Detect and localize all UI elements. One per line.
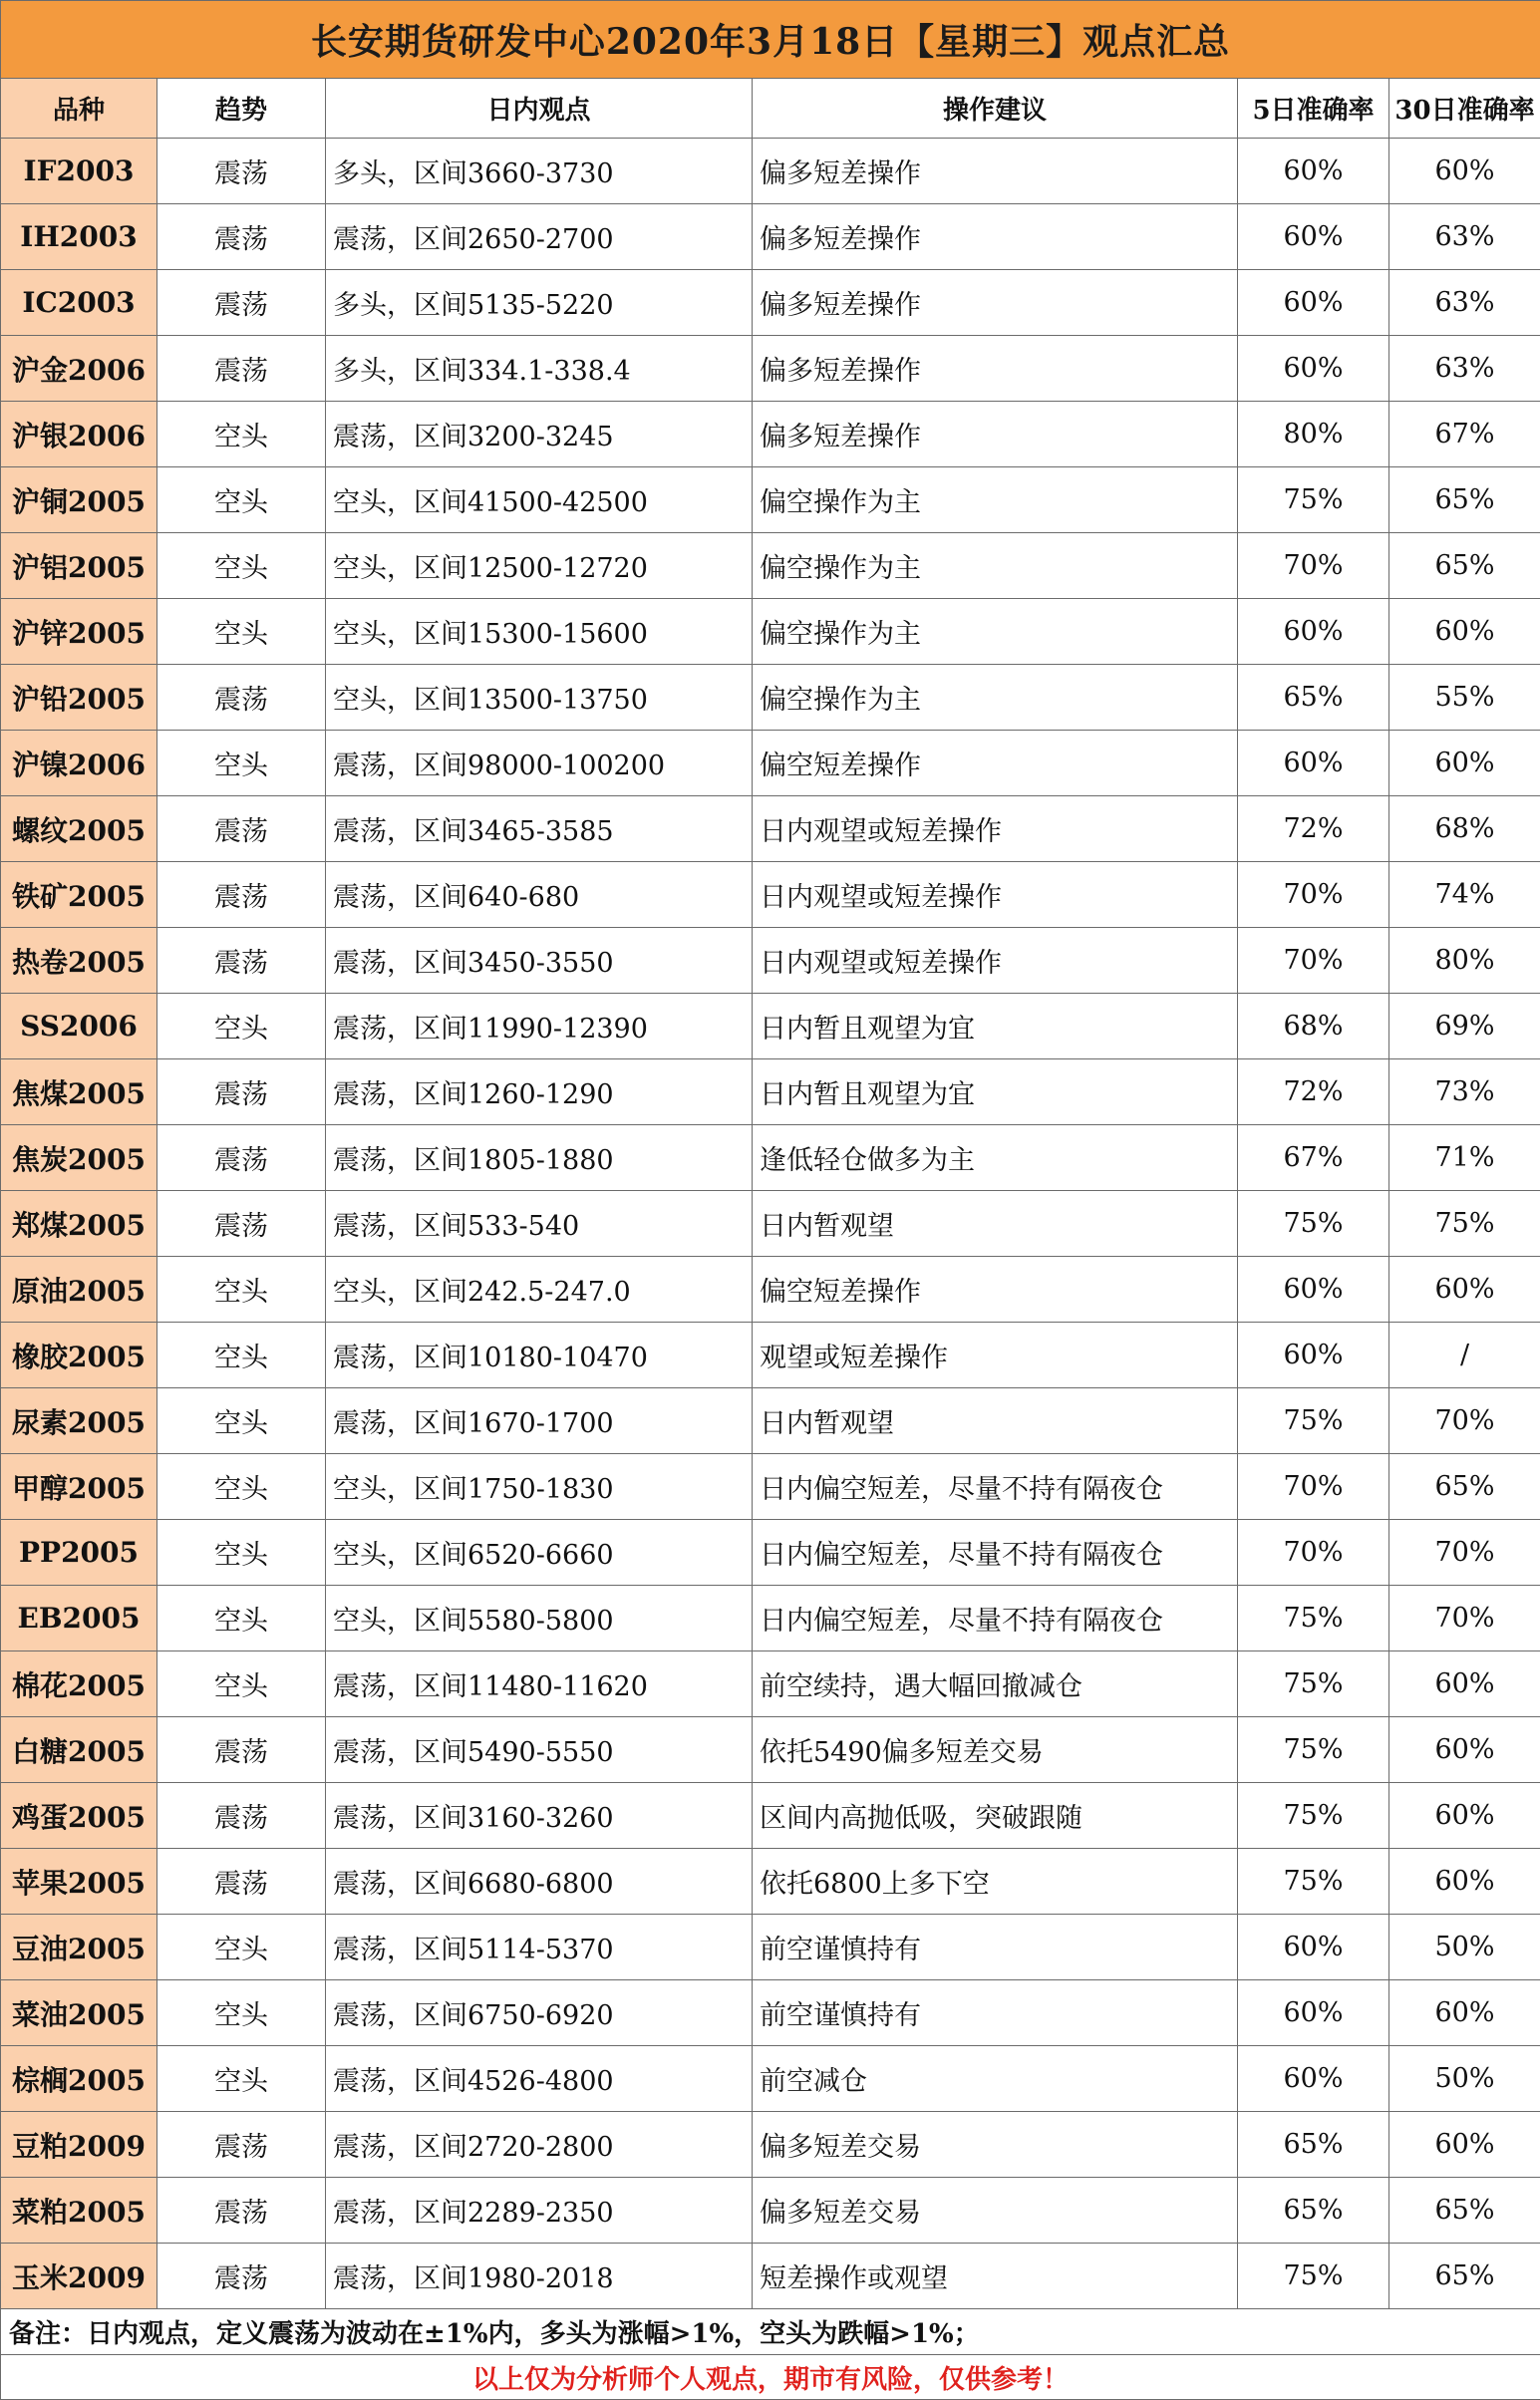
cell-accuracy-5d: 65% [1238,2112,1389,2178]
cell-variety: 沪铜2005 [1,467,157,533]
cell-variety: EB2005 [1,1586,157,1651]
table-row [1,336,1540,402]
cell-accuracy-5d: 75% [1238,467,1389,533]
cell-trend: 空头 [157,731,326,796]
cell-variety: 沪铅2005 [1,665,157,731]
cell-variety: 沪金2006 [1,336,157,402]
cell-advice: 日内偏空短差，尽量不持有隔夜仓 [753,1454,1238,1520]
cell-advice: 日内观望或短差操作 [753,796,1238,862]
cell-variety: 原油2005 [1,1257,157,1323]
cell-accuracy-5d: 70% [1238,862,1389,928]
table-row [1,1717,1540,1783]
cell-intraday-view: 空头，区间15300-15600 [326,599,753,665]
cell-accuracy-5d: 60% [1238,1257,1389,1323]
cell-variety: 豆粕2009 [1,2112,157,2178]
cell-trend: 空头 [157,533,326,599]
table-row [1,665,1540,731]
cell-advice: 前空减仓 [753,2046,1238,2112]
cell-trend: 震荡 [157,204,326,270]
cell-accuracy-5d: 60% [1238,1915,1389,1980]
cell-accuracy-30d: 50% [1389,2046,1540,2112]
cell-accuracy-5d: 70% [1238,1454,1389,1520]
cell-variety: 橡胶2005 [1,1323,157,1388]
table-body [1,139,1540,2309]
cell-accuracy-5d: 75% [1238,2244,1389,2309]
cell-advice: 依托6800上多下空 [753,1849,1238,1915]
cell-intraday-view: 震荡，区间1260-1290 [326,1059,753,1125]
cell-advice: 偏多短差操作 [753,402,1238,467]
cell-accuracy-30d: 67% [1389,402,1540,467]
cell-variety: 焦炭2005 [1,1125,157,1191]
table-row [1,402,1540,467]
cell-accuracy-5d: 70% [1238,928,1389,994]
cell-accuracy-30d: 63% [1389,336,1540,402]
cell-intraday-view: 震荡，区间3160-3260 [326,1783,753,1849]
cell-accuracy-5d: 60% [1238,204,1389,270]
cell-accuracy-5d: 60% [1238,336,1389,402]
cell-variety: 尿素2005 [1,1388,157,1454]
cell-intraday-view: 震荡，区间98000-100200 [326,731,753,796]
cell-accuracy-5d: 75% [1238,1586,1389,1651]
cell-accuracy-5d: 60% [1238,2046,1389,2112]
cell-trend: 空头 [157,467,326,533]
cell-accuracy-30d: 65% [1389,467,1540,533]
cell-accuracy-30d: 60% [1389,1257,1540,1323]
cell-intraday-view: 空头，区间5580-5800 [326,1586,753,1651]
cell-accuracy-5d: 60% [1238,139,1389,204]
cell-variety: 菜油2005 [1,1980,157,2046]
table-row [1,2046,1540,2112]
cell-trend: 空头 [157,1323,326,1388]
cell-trend: 震荡 [157,2112,326,2178]
cell-intraday-view: 震荡，区间533-540 [326,1191,753,1257]
cell-accuracy-30d: 63% [1389,204,1540,270]
table-row [1,1783,1540,1849]
table-row [1,1059,1540,1125]
table-row [1,599,1540,665]
cell-variety: 沪铝2005 [1,533,157,599]
cell-accuracy-30d: 70% [1389,1586,1540,1651]
cell-accuracy-30d: 50% [1389,1915,1540,1980]
cell-accuracy-30d: 74% [1389,862,1540,928]
cell-trend: 空头 [157,1454,326,1520]
cell-advice: 偏多短差交易 [753,2178,1238,2244]
cell-accuracy-5d: 60% [1238,599,1389,665]
table-row [1,1323,1540,1388]
cell-accuracy-5d: 72% [1238,1059,1389,1125]
cell-intraday-view: 空头，区间6520-6660 [326,1520,753,1586]
cell-variety: PP2005 [1,1520,157,1586]
cell-intraday-view: 震荡，区间1805-1880 [326,1125,753,1191]
table-row [1,1586,1540,1651]
cell-intraday-view: 震荡，区间6750-6920 [326,1980,753,2046]
table-row [1,1388,1540,1454]
cell-advice: 偏多短差操作 [753,204,1238,270]
cell-advice: 偏多短差操作 [753,139,1238,204]
cell-accuracy-5d: 75% [1238,1849,1389,1915]
cell-accuracy-30d: 69% [1389,994,1540,1059]
cell-accuracy-5d: 67% [1238,1125,1389,1191]
cell-accuracy-30d: 63% [1389,270,1540,336]
cell-variety: SS2006 [1,994,157,1059]
cell-variety: 玉米2009 [1,2244,157,2309]
cell-accuracy-30d: 70% [1389,1520,1540,1586]
cell-advice: 偏多短差操作 [753,270,1238,336]
table-row [1,1257,1540,1323]
table-row [1,1651,1540,1717]
cell-accuracy-5d: 75% [1238,1717,1389,1783]
cell-advice: 前空谨慎持有 [753,1980,1238,2046]
cell-advice: 日内暂观望 [753,1191,1238,1257]
cell-advice: 偏空操作为主 [753,467,1238,533]
cell-accuracy-30d: 60% [1389,1980,1540,2046]
cell-advice: 日内暂且观望为宜 [753,994,1238,1059]
cell-accuracy-30d: 71% [1389,1125,1540,1191]
header-accuracy-5d: 5日准确率 [1238,79,1389,139]
cell-advice: 前空谨慎持有 [753,1915,1238,1980]
cell-accuracy-5d: 60% [1238,270,1389,336]
table-row [1,862,1540,928]
cell-accuracy-5d: 80% [1238,402,1389,467]
cell-accuracy-30d: 68% [1389,796,1540,862]
cell-advice: 区间内高抛低吸，突破跟随 [753,1783,1238,1849]
cell-variety: IC2003 [1,270,157,336]
cell-intraday-view: 震荡，区间3450-3550 [326,928,753,994]
table-row [1,467,1540,533]
page-title: 长安期货研发中心2020年3月18日【星期三】观点汇总 [1,1,1540,79]
table-row [1,1849,1540,1915]
cell-intraday-view: 震荡，区间640-680 [326,862,753,928]
cell-intraday-view: 震荡，区间6680-6800 [326,1849,753,1915]
cell-advice: 日内偏空短差，尽量不持有隔夜仓 [753,1520,1238,1586]
table-row [1,994,1540,1059]
cell-accuracy-30d: / [1389,1323,1540,1388]
cell-trend: 空头 [157,599,326,665]
table-row [1,1915,1540,1980]
disclaimer-row [1,2355,1540,2400]
cell-intraday-view: 震荡，区间5490-5550 [326,1717,753,1783]
table-row [1,2112,1540,2178]
cell-advice: 偏空操作为主 [753,599,1238,665]
cell-trend: 震荡 [157,2244,326,2309]
cell-accuracy-5d: 60% [1238,1980,1389,2046]
table-row [1,139,1540,204]
header-trend: 趋势 [157,79,326,139]
table-row [1,2178,1540,2244]
cell-accuracy-5d: 60% [1238,731,1389,796]
cell-variety: 热卷2005 [1,928,157,994]
cell-trend: 空头 [157,1520,326,1586]
cell-variety: IF2003 [1,139,157,204]
cell-advice: 观望或短差操作 [753,1323,1238,1388]
cell-variety: 豆油2005 [1,1915,157,1980]
cell-accuracy-30d: 65% [1389,533,1540,599]
table-row [1,1980,1540,2046]
header-advice: 操作建议 [753,79,1238,139]
table-row [1,731,1540,796]
cell-accuracy-30d: 80% [1389,928,1540,994]
cell-variety: 白糖2005 [1,1717,157,1783]
cell-accuracy-5d: 75% [1238,1651,1389,1717]
cell-variety: 棉花2005 [1,1651,157,1717]
cell-intraday-view: 空头，区间13500-13750 [326,665,753,731]
cell-advice: 偏空短差操作 [753,1257,1238,1323]
cell-accuracy-30d: 75% [1389,1191,1540,1257]
cell-variety: 沪锌2005 [1,599,157,665]
cell-trend: 震荡 [157,1059,326,1125]
cell-accuracy-5d: 75% [1238,1191,1389,1257]
cell-trend: 震荡 [157,1191,326,1257]
cell-accuracy-30d: 60% [1389,1783,1540,1849]
cell-intraday-view: 震荡，区间11480-11620 [326,1651,753,1717]
cell-trend: 震荡 [157,2178,326,2244]
cell-advice: 偏多短差交易 [753,2112,1238,2178]
cell-accuracy-5d: 75% [1238,1388,1389,1454]
cell-trend: 震荡 [157,862,326,928]
cell-accuracy-5d: 70% [1238,533,1389,599]
cell-advice: 日内暂观望 [753,1388,1238,1454]
cell-advice: 短差操作或观望 [753,2244,1238,2309]
cell-advice: 偏空操作为主 [753,665,1238,731]
cell-accuracy-30d: 60% [1389,139,1540,204]
disclaimer: 以上仅为分析师个人观点，期市有风险，仅供参考！ [1,2355,1540,2400]
cell-trend: 空头 [157,1586,326,1651]
cell-intraday-view: 震荡，区间2650-2700 [326,204,753,270]
cell-accuracy-30d: 73% [1389,1059,1540,1125]
cell-variety: 沪镍2006 [1,731,157,796]
cell-intraday-view: 空头，区间242.5-247.0 [326,1257,753,1323]
cell-trend: 震荡 [157,1849,326,1915]
cell-trend: 震荡 [157,1717,326,1783]
cell-trend: 震荡 [157,796,326,862]
cell-advice: 前空续持，遇大幅回撤减仓 [753,1651,1238,1717]
cell-accuracy-5d: 75% [1238,1783,1389,1849]
cell-variety: 苹果2005 [1,1849,157,1915]
table-row [1,2244,1540,2309]
cell-accuracy-30d: 60% [1389,1849,1540,1915]
cell-accuracy-30d: 70% [1389,1388,1540,1454]
cell-intraday-view: 震荡，区间2720-2800 [326,2112,753,2178]
cell-advice: 逢低轻仓做多为主 [753,1125,1238,1191]
table-row [1,1125,1540,1191]
cell-intraday-view: 震荡，区间3200-3245 [326,402,753,467]
cell-accuracy-5d: 68% [1238,994,1389,1059]
cell-advice: 偏空短差操作 [753,731,1238,796]
cell-advice: 日内暂且观望为宜 [753,1059,1238,1125]
cell-variety: 铁矿2005 [1,862,157,928]
cell-variety: 甲醇2005 [1,1454,157,1520]
cell-accuracy-30d: 65% [1389,2244,1540,2309]
cell-intraday-view: 震荡，区间5114-5370 [326,1915,753,1980]
cell-accuracy-30d: 60% [1389,2112,1540,2178]
cell-advice: 依托5490偏多短差交易 [753,1717,1238,1783]
cell-variety: 螺纹2005 [1,796,157,862]
cell-trend: 震荡 [157,1783,326,1849]
footnote: 备注：日内观点，定义震荡为波动在±1%内，多头为涨幅>1%，空头为跌幅>1%； [1,2309,1540,2355]
cell-trend: 震荡 [157,270,326,336]
table-row [1,270,1540,336]
cell-variety: 菜粕2005 [1,2178,157,2244]
cell-intraday-view: 多头，区间3660-3730 [326,139,753,204]
cell-accuracy-30d: 65% [1389,1454,1540,1520]
cell-variety: 棕榈2005 [1,2046,157,2112]
note-row [1,2309,1540,2355]
cell-variety: 焦煤2005 [1,1059,157,1125]
cell-trend: 震荡 [157,928,326,994]
table-row [1,796,1540,862]
cell-trend: 震荡 [157,139,326,204]
cell-trend: 空头 [157,1651,326,1717]
cell-intraday-view: 震荡，区间1670-1700 [326,1388,753,1454]
cell-advice: 日内偏空短差，尽量不持有隔夜仓 [753,1586,1238,1651]
cell-variety: 郑煤2005 [1,1191,157,1257]
cell-accuracy-30d: 55% [1389,665,1540,731]
title-row [1,1,1540,79]
header-accuracy-30d: 30日准确率 [1389,79,1540,139]
cell-trend: 空头 [157,1980,326,2046]
cell-intraday-view: 震荡，区间2289-2350 [326,2178,753,2244]
cell-accuracy-30d: 65% [1389,2178,1540,2244]
cell-intraday-view: 多头，区间334.1-338.4 [326,336,753,402]
cell-accuracy-5d: 70% [1238,1520,1389,1586]
cell-trend: 震荡 [157,336,326,402]
cell-intraday-view: 多头，区间5135-5220 [326,270,753,336]
table-row [1,204,1540,270]
cell-accuracy-5d: 65% [1238,2178,1389,2244]
cell-trend: 空头 [157,1915,326,1980]
cell-variety: 鸡蛋2005 [1,1783,157,1849]
cell-intraday-view: 震荡，区间4526-4800 [326,2046,753,2112]
cell-trend: 震荡 [157,1125,326,1191]
cell-trend: 空头 [157,1388,326,1454]
cell-trend: 震荡 [157,665,326,731]
cell-accuracy-5d: 60% [1238,1323,1389,1388]
table-row [1,1520,1540,1586]
column-header-row [1,79,1540,139]
cell-intraday-view: 空头，区间41500-42500 [326,467,753,533]
cell-advice: 偏多短差操作 [753,336,1238,402]
cell-variety: 沪银2006 [1,402,157,467]
cell-accuracy-30d: 60% [1389,1651,1540,1717]
table-row [1,1454,1540,1520]
table-row [1,928,1540,994]
cell-intraday-view: 空头，区间1750-1830 [326,1454,753,1520]
cell-accuracy-5d: 65% [1238,665,1389,731]
cell-trend: 空头 [157,2046,326,2112]
table-row [1,1191,1540,1257]
cell-intraday-view: 震荡，区间10180-10470 [326,1323,753,1388]
cell-accuracy-5d: 72% [1238,796,1389,862]
table-row [1,533,1540,599]
cell-accuracy-30d: 60% [1389,731,1540,796]
cell-intraday-view: 空头，区间12500-12720 [326,533,753,599]
cell-variety: IH2003 [1,204,157,270]
cell-advice: 日内观望或短差操作 [753,862,1238,928]
cell-advice: 偏空操作为主 [753,533,1238,599]
cell-intraday-view: 震荡，区间1980-2018 [326,2244,753,2309]
cell-accuracy-30d: 60% [1389,599,1540,665]
cell-trend: 空头 [157,994,326,1059]
cell-trend: 空头 [157,402,326,467]
header-intraday-view: 日内观点 [326,79,753,139]
cell-intraday-view: 震荡，区间3465-3585 [326,796,753,862]
cell-trend: 空头 [157,1257,326,1323]
cell-accuracy-30d: 60% [1389,1717,1540,1783]
cell-intraday-view: 震荡，区间11990-12390 [326,994,753,1059]
cell-advice: 日内观望或短差操作 [753,928,1238,994]
header-variety: 品种 [1,79,157,139]
